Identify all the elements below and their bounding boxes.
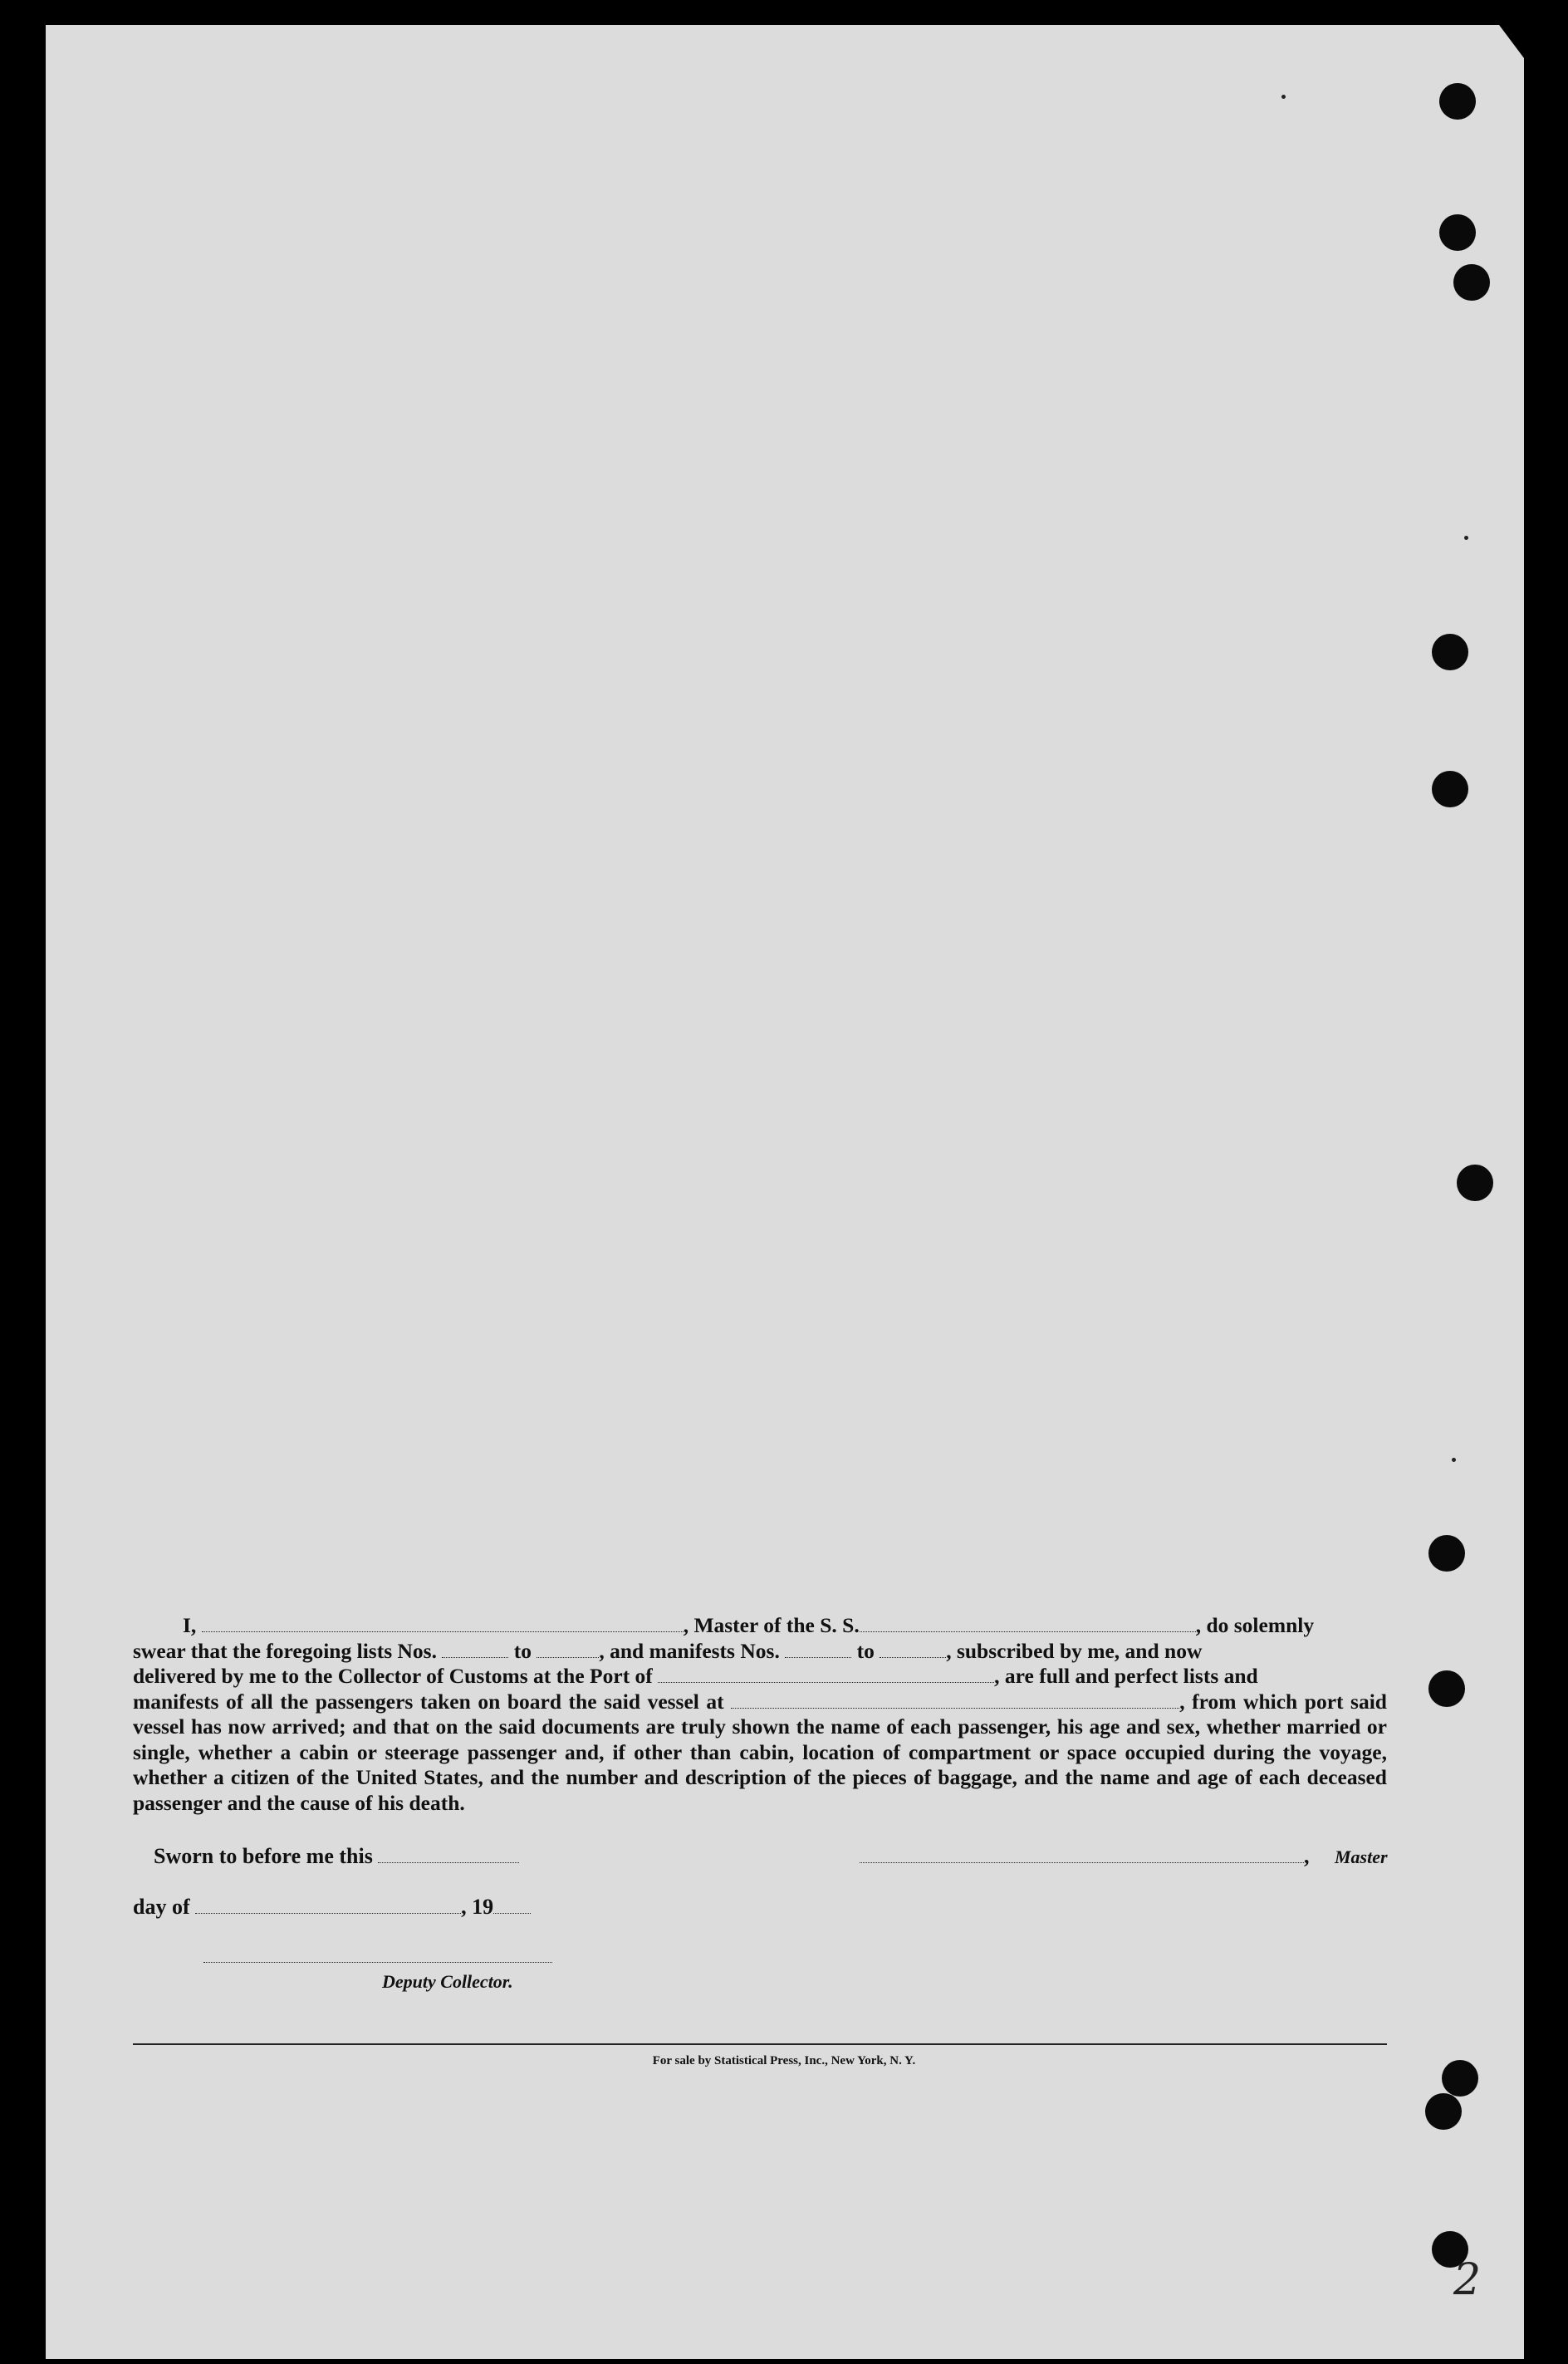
year-prefix: , 19 [461,1895,494,1919]
footer-rule [133,2043,1387,2045]
document-page [46,25,1524,2359]
master-oath-paragraph [133,1613,1387,1816]
oath-to-2: to [856,1638,875,1663]
deputy-collector-label: Deputy Collector. [382,1971,513,1992]
year-blank [493,1898,531,1914]
deputy-collector-line [203,1944,552,1969]
manifests-from-blank [785,1642,851,1658]
oath-are-full: , are full and perfect lists and [994,1664,1258,1688]
page-number: 2 [1453,2255,1482,2305]
lists-from-blank [442,1642,508,1658]
binder-hole [1432,771,1468,807]
binder-hole [1439,83,1476,120]
oath-swear: swear that the foregoing lists Nos. [133,1638,437,1663]
master-signature-blank [860,1847,1304,1863]
speck [1452,1458,1456,1462]
sworn-line [154,1844,519,1869]
sworn-day-blank [378,1847,519,1863]
master-label: Master [1335,1847,1388,1867]
day-of-line [133,1895,531,1920]
deputy-collector-label-wrap [382,1969,513,1994]
binder-hole [1457,1165,1493,1201]
lists-to-blank [537,1642,599,1658]
printer-imprint: For sale by Statistical Press, Inc., New York, N. Y. [652,2054,916,2067]
departure-port-blank [731,1693,1179,1709]
master-comma: , [1304,1844,1310,1868]
oath-to-1: to [513,1638,532,1663]
oath-do-solemnly: , do solemnly [1195,1613,1315,1637]
oath-from-which: , from which [1179,1689,1298,1714]
oath-body-text: port said vessel has now arrived; and that on the said documents are truly shown the name of each passenger, his age and sex, whether married or single, whether a cabin or steerage passenger and, if other than cabin, location of compartment or space occupied during the voyage, whether a citizen of the United States, and the number and description of the pieces of baggage, and the name and age of each deceased passenger and the cause of his death. [133,1689,1387,1815]
master-name-blank [202,1616,684,1632]
binder-hole [1425,2093,1462,2130]
binder-hole [1439,214,1476,251]
oath-i: I, [183,1613,197,1637]
binder-hole [1432,634,1468,670]
oath-delivered: delivered by me to the Collector of Customs at the Port of [133,1664,653,1688]
binder-hole [1428,1670,1465,1707]
month-blank [195,1898,461,1914]
speck [1281,95,1286,99]
oath-and-manifests: , and manifests Nos. [599,1638,780,1663]
binder-hole [1428,1535,1465,1572]
port-blank [658,1667,994,1683]
oath-subscribed: , subscribed by me, and now [946,1638,1203,1663]
speck [1464,536,1468,540]
oath-master-of: , Master of the S. S. [683,1613,860,1637]
master-signature-line [860,1844,1388,1869]
sworn-label: Sworn to before me this [154,1844,373,1868]
deputy-signature-blank [203,1947,552,1963]
manifests-to-blank [880,1642,946,1658]
ship-name-blank [860,1616,1196,1632]
oath-manifests-all: manifests of all the passengers taken on board the said vessel at [133,1689,724,1714]
binder-hole [1453,264,1490,301]
day-of-label: day of [133,1895,190,1919]
